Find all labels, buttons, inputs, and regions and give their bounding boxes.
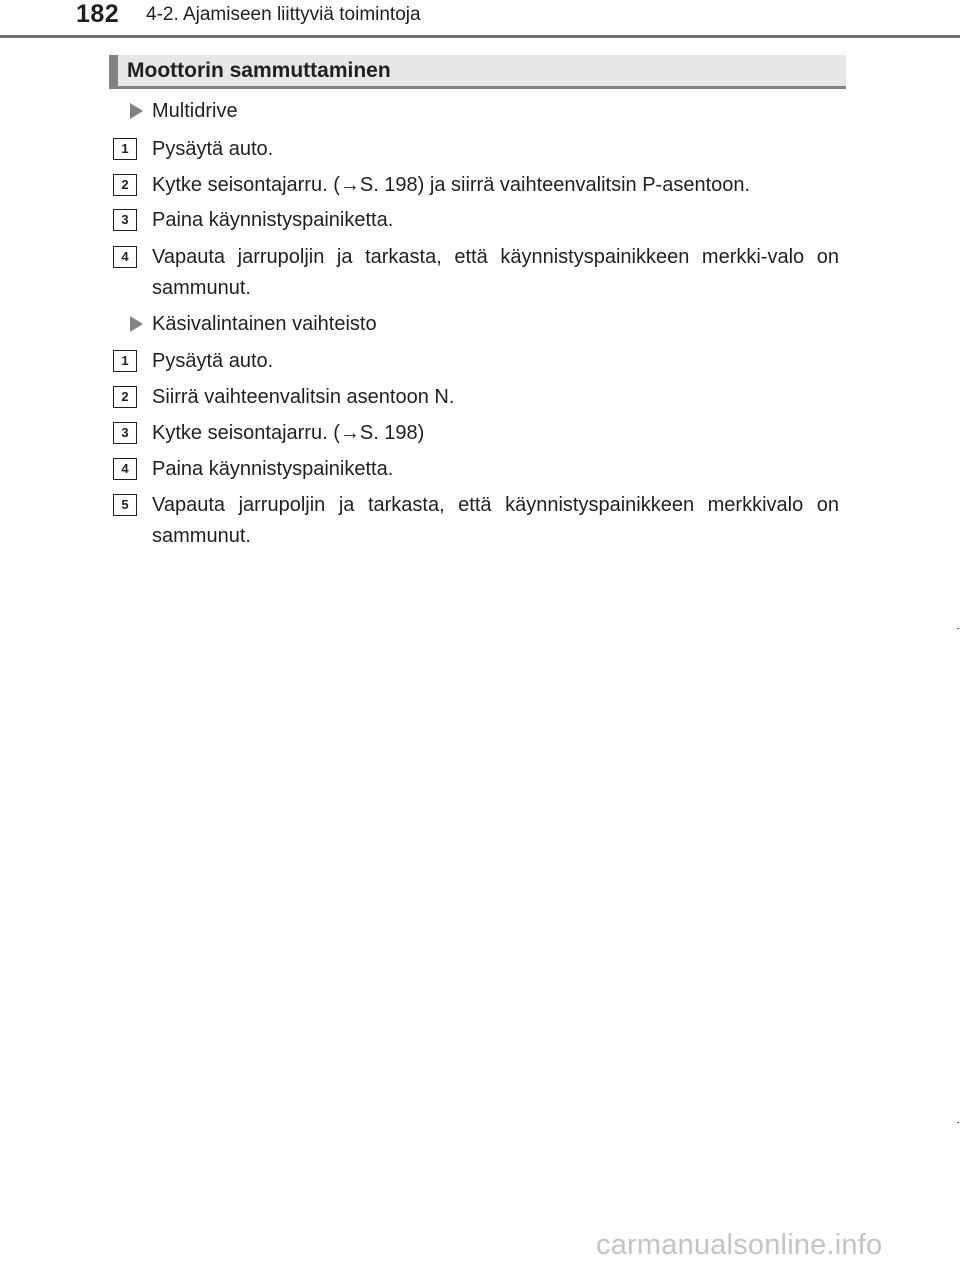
step-number-badge: 3 (113, 209, 137, 231)
step-number-badge: 2 (113, 386, 137, 408)
subhead-manual (130, 310, 377, 338)
step-number-badge: 2 (113, 174, 137, 196)
step-text: Vapauta jarrupoljin ja tarkasta, että käynnistyspainikkeen merkkivalo on sammunut. (152, 494, 839, 547)
step-text: Vapauta jarrupoljin ja tarkasta, että käynnistyspainikkeen merkki-valo on sammunut. (152, 246, 839, 299)
subhead-multidrive (130, 97, 238, 125)
step-text: Siirrä vaihteenvalitsin asentoon N. (152, 386, 455, 408)
crop-mark (957, 1122, 959, 1123)
subhead-manual-label: Käsivalintainen vaihteisto (152, 313, 377, 335)
chapter-title: 4-2. Ajamiseen liittyviä toimintoja (146, 4, 421, 25)
step-number-badge: 3 (113, 422, 137, 444)
header-rule (0, 35, 960, 38)
triangle-bullet-icon (130, 103, 143, 119)
page-number: 182 (76, 0, 120, 28)
step-number-badge: 4 (113, 458, 137, 480)
step-number-badge: 1 (113, 350, 137, 372)
step-text: Paina käynnistyspainiketta. (152, 458, 394, 480)
watermark: carmanualsonline.info (596, 1229, 883, 1261)
section-heading-bar (109, 55, 118, 89)
step-text: Kytke seisontajarru. (→S. 198) ja siirrä vaihteenvalitsin P-asentoon. (152, 174, 751, 196)
step-text: Pysäytä auto. (152, 350, 274, 372)
step-text: Pysäytä auto. (152, 138, 274, 160)
subhead-multidrive-label: Multidrive (152, 100, 238, 122)
step-number-badge: 5 (113, 494, 137, 516)
step-number-badge: 4 (113, 246, 137, 268)
step-number-badge: 1 (113, 138, 137, 160)
crop-mark (957, 628, 959, 629)
step-text: Paina käynnistyspainiketta. (152, 209, 394, 231)
step-text: Kytke seisontajarru. (→S. 198) (152, 422, 425, 444)
section-heading (109, 55, 846, 89)
section-heading-text: Moottorin sammuttaminen (127, 59, 391, 82)
triangle-bullet-icon (130, 316, 143, 332)
